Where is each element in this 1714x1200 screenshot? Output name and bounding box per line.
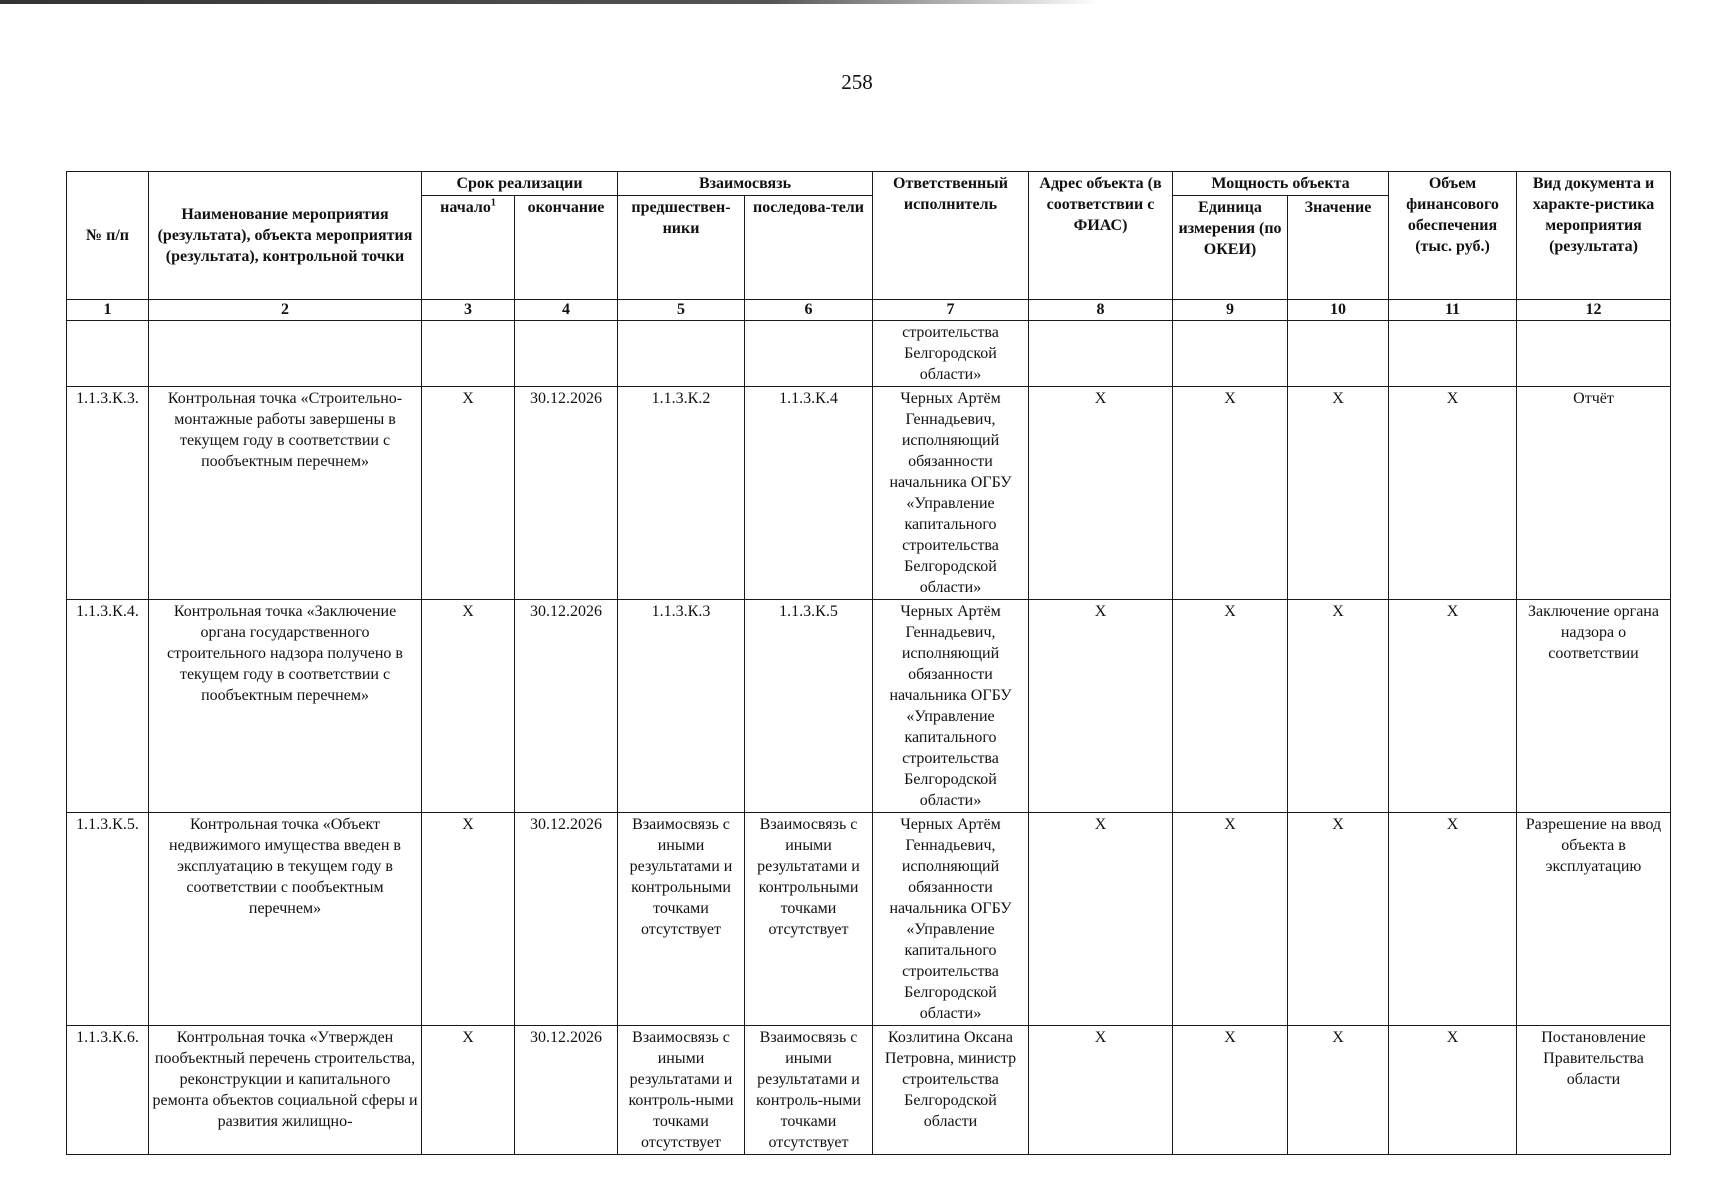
cell-name: Контрольная точка «Строительно-монтажные работы завершены в текущем году в соответствии с пообъектным перечнем» (149, 387, 422, 600)
cell-responsible: Черных Артём Геннадьевич, исполняющий обязанности начальника ОГБУ «Управление капитального строительства Белгородской области» (873, 813, 1029, 1026)
cell-end (515, 321, 618, 387)
table-row (67, 1026, 1671, 1155)
cell-unit: X (1173, 600, 1288, 813)
cell-doc: Постановление Правительства области (1517, 1026, 1671, 1155)
cell-finance (1389, 321, 1517, 387)
activities-table (66, 171, 1671, 1155)
header-finance: Объем финансового обеспечения (тыс. руб.) (1389, 172, 1517, 300)
cell-next: Взаимосвязь с иными результатами и контрольными точками отсутствует (745, 813, 873, 1026)
cell-responsible: Черных Артём Геннадьевич, исполняющий обязанности начальника ОГБУ «Управление капитального строительства Белгородской области» (873, 600, 1029, 813)
cell-start (422, 321, 515, 387)
cell-name (149, 321, 422, 387)
cell-value (1288, 321, 1389, 387)
cell-pred (618, 321, 745, 387)
cell-end: 30.12.2026 (515, 600, 618, 813)
column-number: 12 (1517, 300, 1671, 321)
cell-doc (1517, 321, 1671, 387)
header-unit: Единица измерения (по ОКЕИ) (1173, 196, 1288, 300)
cell-address: X (1029, 600, 1173, 813)
cell-start: X (422, 813, 515, 1026)
cell-num: 1.1.3.К.6. (67, 1026, 149, 1155)
header-responsible: Ответственный исполнитель (873, 172, 1029, 300)
cell-end: 30.12.2026 (515, 813, 618, 1026)
cell-responsible: Козлитина Оксана Петровна, министр строительства Белгородской области (873, 1026, 1029, 1155)
column-number: 10 (1288, 300, 1389, 321)
cell-end: 30.12.2026 (515, 387, 618, 600)
cell-name: Контрольная точка «Объект недвижимого имущества введен в эксплуатацию в текущем году в соответствии с пообъектным перечнем» (149, 813, 422, 1026)
column-number-row (67, 300, 1671, 321)
column-number: 4 (515, 300, 618, 321)
scan-edge (0, 0, 1100, 4)
cell-value: X (1288, 1026, 1389, 1155)
cell-finance: X (1389, 1026, 1517, 1155)
column-number: 2 (149, 300, 422, 321)
cell-pred: Взаимосвязь с иными результатами и контрольными точками отсутствует (618, 813, 745, 1026)
cell-pred: 1.1.3.К.2 (618, 387, 745, 600)
cell-finance: X (1389, 387, 1517, 600)
cell-pred: Взаимосвязь с иными результатами и контроль-ными точками отсутствует (618, 1026, 745, 1155)
cell-address: X (1029, 813, 1173, 1026)
header-name: Наименование мероприятия (результата), объекта мероприятия (результата), контрольной точки (149, 172, 422, 300)
cell-unit: X (1173, 813, 1288, 1026)
cell-responsible: строительства Белгородской области» (873, 321, 1029, 387)
cell-doc: Заключение органа надзора о соответствии (1517, 600, 1671, 813)
cell-responsible: Черных Артём Геннадьевич, исполняющий обязанности начальника ОГБУ «Управление капитального строительства Белгородской области» (873, 387, 1029, 600)
column-number: 7 (873, 300, 1029, 321)
cell-unit: X (1173, 387, 1288, 600)
header-srok: Срок реализации (422, 172, 618, 196)
cell-name: Контрольная точка «Утвержден пообъектный перечень строительства, реконструкции и капитального ремонта объектов социальной сферы и развития жилищно- (149, 1026, 422, 1155)
column-number: 3 (422, 300, 515, 321)
cell-num: 1.1.3.К.5. (67, 813, 149, 1026)
header-value: Значение (1288, 196, 1389, 300)
cell-start: X (422, 387, 515, 600)
header-capacity: Мощность объекта (1173, 172, 1389, 196)
cell-value: X (1288, 600, 1389, 813)
cell-num (67, 321, 149, 387)
column-number: 9 (1173, 300, 1288, 321)
cell-finance: X (1389, 813, 1517, 1026)
header-vzaimosvyaz: Взаимосвязь (618, 172, 873, 196)
column-number: 8 (1029, 300, 1173, 321)
cell-num: 1.1.3.К.3. (67, 387, 149, 600)
cell-address: X (1029, 1026, 1173, 1155)
cell-name: Контрольная точка «Заключение органа государственного строительного надзора получено в текущем году в соответствии с пообъектным перечнем» (149, 600, 422, 813)
cell-doc: Отчёт (1517, 387, 1671, 600)
header-doc-type: Вид документа и характе-ристика мероприятия (результата) (1517, 172, 1671, 300)
cell-unit (1173, 321, 1288, 387)
cell-value: X (1288, 387, 1389, 600)
cell-address: X (1029, 387, 1173, 600)
cell-start: X (422, 600, 515, 813)
cell-doc: Разрешение на ввод объекта в эксплуатацию (1517, 813, 1671, 1026)
cell-num: 1.1.3.К.4. (67, 600, 149, 813)
table-row (67, 321, 1671, 387)
header-start: начало$^1$ (422, 196, 515, 300)
column-number: 6 (745, 300, 873, 321)
cell-unit: X (1173, 1026, 1288, 1155)
header-predecessors: предшествен-ники (618, 196, 745, 300)
cell-next: 1.1.3.К.4 (745, 387, 873, 600)
cell-next (745, 321, 873, 387)
table-row (67, 813, 1671, 1026)
table-row (67, 387, 1671, 600)
cell-value: X (1288, 813, 1389, 1026)
cell-next: Взаимосвязь с иными результатами и контроль-ными точками отсутствует (745, 1026, 873, 1155)
cell-next: 1.1.3.К.5 (745, 600, 873, 813)
page-number: 258 (841, 70, 873, 94)
column-number: 11 (1389, 300, 1517, 321)
cell-pred: 1.1.3.К.3 (618, 600, 745, 813)
header-number: № п/п (67, 172, 149, 300)
cell-address (1029, 321, 1173, 387)
cell-end: 30.12.2026 (515, 1026, 618, 1155)
column-number: 5 (618, 300, 745, 321)
header-end: окончание (515, 196, 618, 300)
table-row (67, 600, 1671, 813)
cell-finance: X (1389, 600, 1517, 813)
header-address: Адрес объекта (в соответствии с ФИАС) (1029, 172, 1173, 300)
column-number: 1 (67, 300, 149, 321)
header-successors: последова-тели (745, 196, 873, 300)
cell-start: X (422, 1026, 515, 1155)
